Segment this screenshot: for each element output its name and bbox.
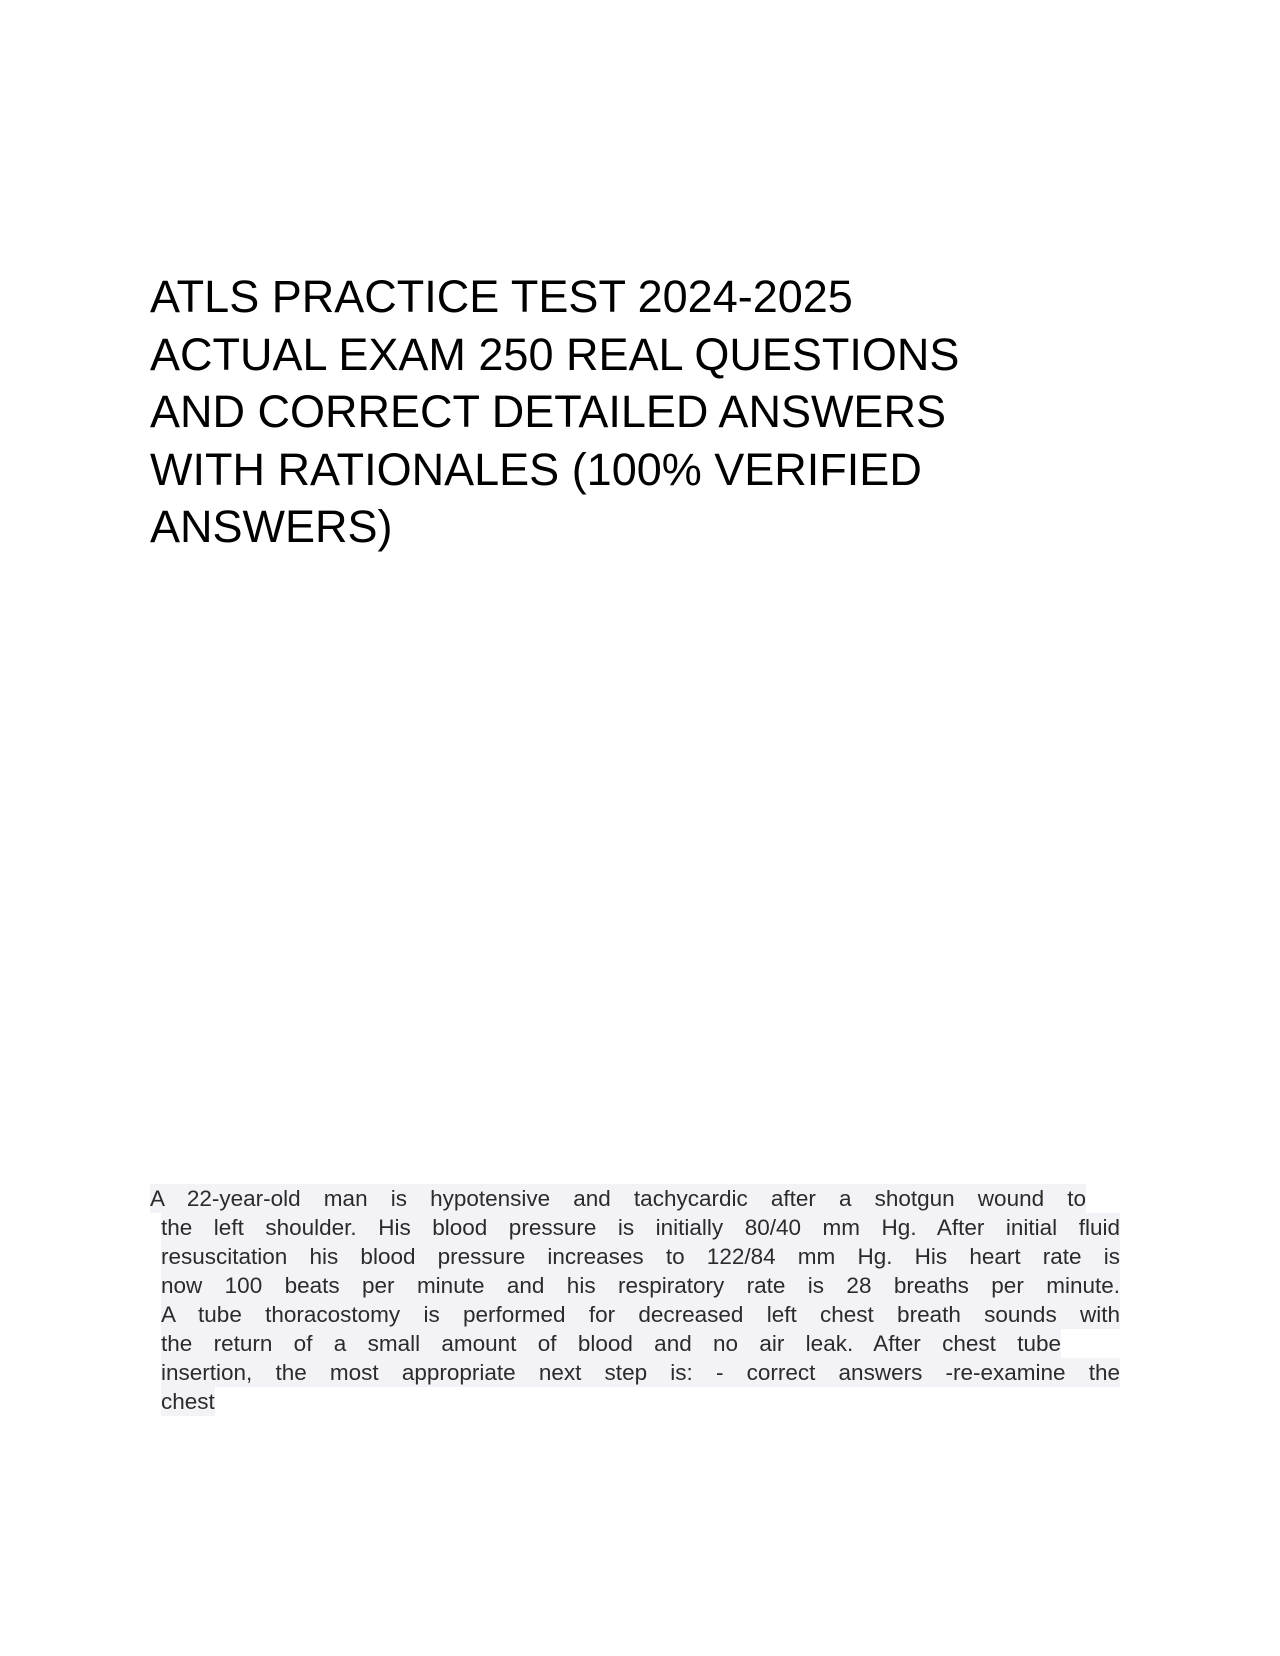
title-line: ATLS PRACTICE TEST 2024-2025 [150, 271, 853, 322]
question-line: now 100 beats per minute and his respiratory rate is 28 breaths per minute. [161, 1273, 1120, 1298]
question-line: the return of a small amount of blood and no air leak. After chest tube [161, 1331, 1061, 1356]
question-line: the left shoulder. His blood pressure is initially 80/40 mm Hg. After initial fluid [161, 1215, 1120, 1240]
question-line: resuscitation his blood pressure increases to 122/84 mm Hg. His heart rate is [161, 1244, 1120, 1269]
question-line: A tube thoracostomy is performed for decreased left chest breath sounds with [161, 1302, 1120, 1327]
title-line: ANSWERS) [150, 501, 393, 552]
question-paragraph [150, 1184, 1120, 1423]
question-line: chest [161, 1389, 215, 1414]
question-line: A 22-year-old man is hypotensive and tachycardic after a shotgun wound to [150, 1186, 1086, 1211]
document-title [150, 268, 1110, 556]
title-line: AND CORRECT DETAILED ANSWERS [150, 386, 946, 437]
question-line: insertion, the most appropriate next step is: - correct answers -re-examine the [161, 1360, 1120, 1385]
title-line: ACTUAL EXAM 250 REAL QUESTIONS [150, 328, 960, 380]
title-line: WITH RATIONALES (100% VERIFIED [150, 443, 922, 495]
